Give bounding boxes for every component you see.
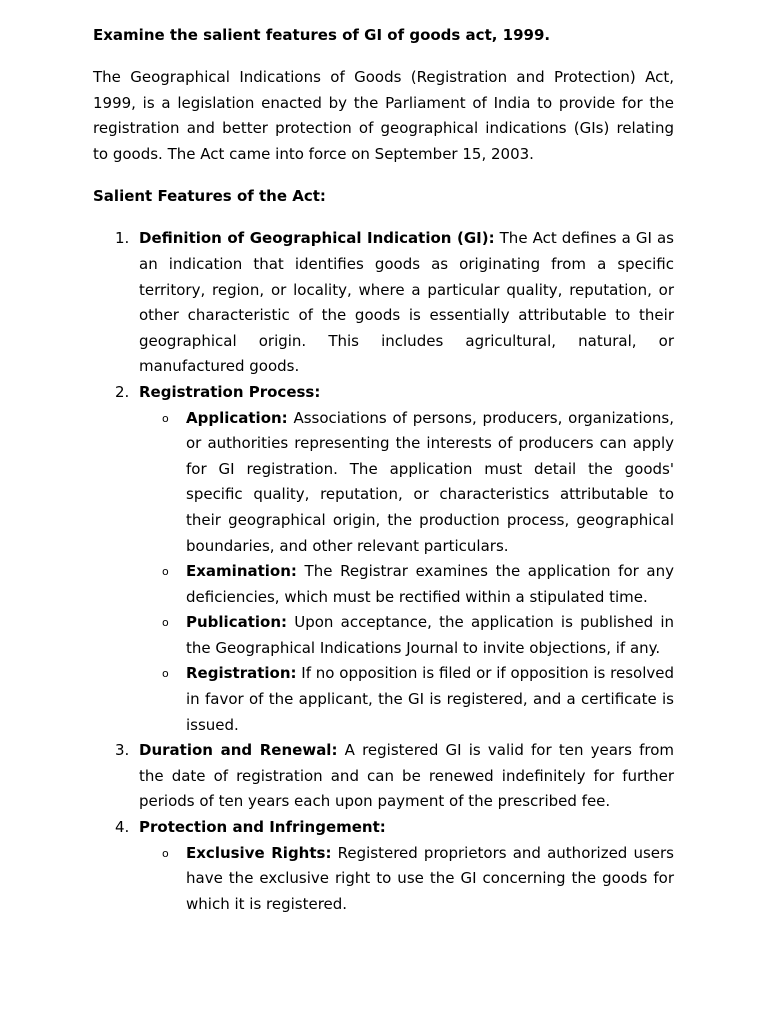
sub-list [139,406,674,739]
item-text: The Act defines a GI as an indication that identifies goods as originating from a specific territory, region, or locality, where a particular quality, reputation, or other characteristic of the goods is essentially attributable to their geographical origin. This includes agricultural, natural, or manufactured goods. [139,229,674,376]
intro-paragraph: The Geographical Indications of Goods (Registration and Protection) Act, 1999, is a legislation enacted by the Parliament of India to provide for the registration and better protection of geographical indications (GIs) relating to goods. The Act came into force on September 15, 2003. [93,68,674,163]
list-item [93,815,674,917]
features-list [93,226,674,917]
section-heading: Salient Features of the Act: [93,187,326,206]
item-number: 1. [115,229,130,248]
sub-list [139,841,674,918]
item-heading: Duration and Renewal: [139,741,338,760]
document-title: Examine the salient features of GI of goods act, 1999. [93,26,551,44]
item-text: A registered GI is valid for ten years from the date of registration and can be renewed indefinitely for further periods of ten years each upon payment of the prescribed fee. [139,741,674,811]
subitem-text: Upon acceptance, the application is published in the Geographical Indications Journal to invite objections, if any. [186,613,674,657]
subitem-heading: Exclusive Rights: [186,843,332,862]
list-item [93,380,674,738]
item-number: 3. [115,741,130,760]
item-heading: Protection and Infringement: [139,818,386,837]
subitem-text: The Registrar examines the application for any deficiencies, which must be rectified within a stipulated time. [186,562,674,606]
bullet-icon: o [162,667,169,681]
sub-list-item [139,661,674,738]
sub-list-item [139,559,674,610]
bullet-icon: o [162,846,169,860]
item-heading: Definition of Geographical Indication (GI): [139,229,495,248]
list-item [93,738,674,815]
subitem-heading: Application: [186,408,288,427]
item-number: 4. [115,818,130,837]
list-item [93,226,674,380]
subitem-heading: Registration: [186,664,297,683]
bullet-icon: o [162,411,169,425]
sub-list-item [139,610,674,661]
item-number: 2. [115,382,130,401]
subitem-heading: Examination: [186,562,297,581]
document-page [93,22,674,917]
bullet-icon: o [162,616,169,630]
item-heading: Registration Process: [139,382,321,401]
sub-list-item [139,841,674,918]
subitem-heading: Publication: [186,613,288,632]
bullet-icon: o [162,565,169,579]
subitem-text: Associations of persons, producers, organizations, or authorities representing the interests of producers can apply for GI registration. The application must detail the goods' specific quality, reputation, or characteristics attributable to their geographical origin, the production process, geographical boundaries, and other relevant particulars. [186,408,674,555]
subitem-text: If no opposition is filed or if opposition is resolved in favor of the applicant, the GI is registered, and a certificate is issued. [186,664,674,734]
sub-list-item [139,406,674,560]
subitem-text: Registered proprietors and authorized users have the exclusive right to use the GI concerning the goods for which it is registered. [186,843,674,913]
